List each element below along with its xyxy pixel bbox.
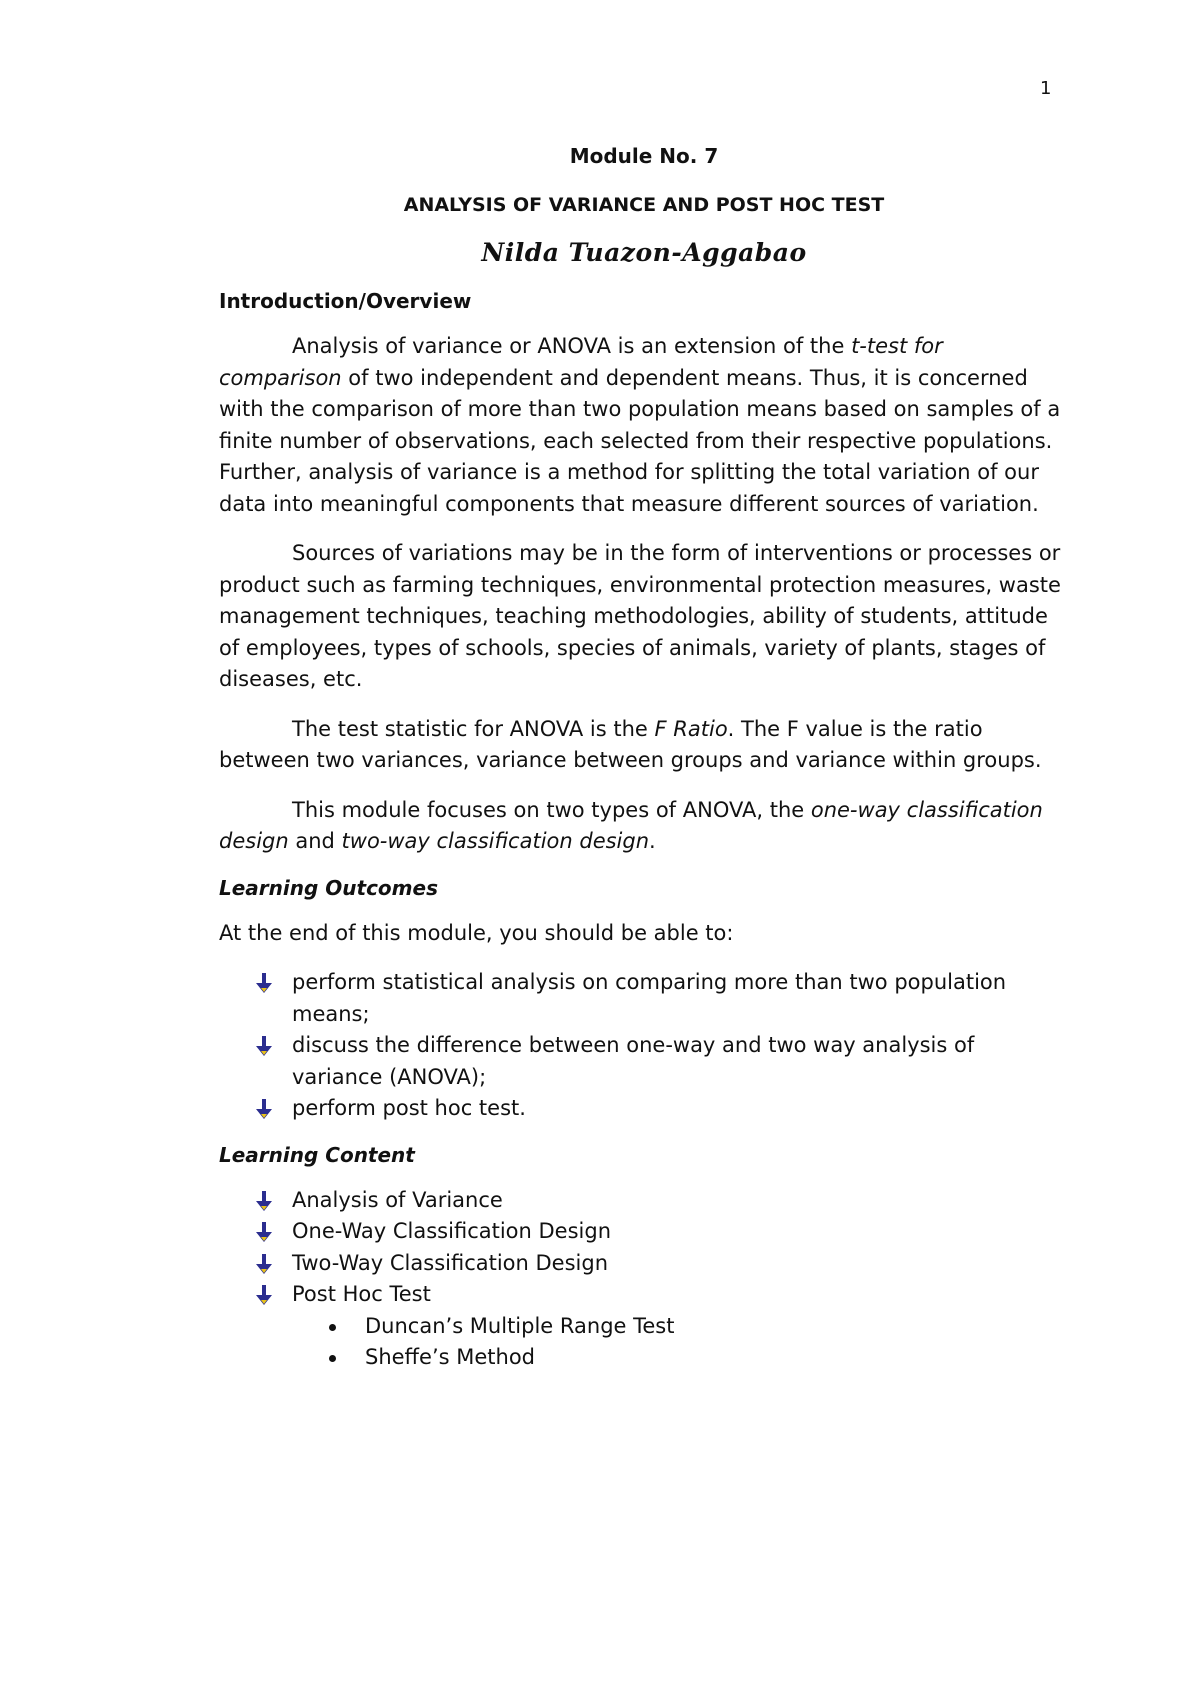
list-item: perform statistical analysis on comparing more than two population means; — [292, 967, 1069, 1030]
arrow-down-bullet-icon — [256, 1191, 272, 1211]
arrow-down-bullet-icon — [256, 1036, 272, 1056]
list-item: perform post hoc test. — [292, 1093, 1069, 1125]
arrow-down-bullet-icon — [256, 1285, 272, 1305]
list-item: One-Way Classification Design — [292, 1216, 1069, 1248]
author-name: Nilda Tuazon-Aggabao — [481, 238, 807, 267]
arrow-down-bullet-icon — [256, 1254, 272, 1274]
list-item: Two-Way Classification Design — [292, 1248, 1069, 1280]
intro-heading: Introduction/Overview — [219, 289, 472, 313]
arrow-down-bullet-icon — [256, 1099, 272, 1119]
module-number: Module No. 7 — [569, 144, 719, 168]
list-item: Analysis of Variance — [292, 1185, 1069, 1217]
document-title: ANALYSIS OF VARIANCE AND POST HOC TEST — [403, 194, 885, 216]
outcomes-list — [219, 967, 1069, 1125]
outcomes-heading: Learning Outcomes — [219, 875, 438, 900]
document-content — [219, 144, 1069, 1392]
post-hoc-sub-list — [292, 1311, 1069, 1374]
content-list — [219, 1185, 1069, 1374]
arrow-down-bullet-icon — [256, 973, 272, 993]
sub-list-item: Sheffe’s Method — [365, 1342, 1069, 1374]
content-heading: Learning Content — [219, 1142, 415, 1167]
page-number: 1 — [1040, 78, 1052, 99]
intro-paragraph-4: This module focuses on two types of ANOVA, the one-way classification design and two-way classification design. — [219, 797, 1043, 853]
dot-bullet-icon — [329, 1355, 336, 1362]
list-item: discuss the difference between one-way and two way analysis of variance (ANOVA); — [292, 1030, 1069, 1093]
intro-paragraph-1: Analysis of variance or ANOVA is an extension of the t-test for comparison of two independent and dependent means. Thus, it is concerned with the comparison of more than two population means based on samples of a finite number of observations, each selected from their respective populations. Further, analysis of variance is a method for splitting the total variation of our data into meaningful components that measure different sources of variation. — [219, 334, 1061, 516]
arrow-down-bullet-icon — [256, 1222, 272, 1242]
intro-paragraph-3: The test statistic for ANOVA is the F Ratio. The F value is the ratio between two variances, variance between groups and variance within groups. — [219, 716, 1042, 772]
dot-bullet-icon — [329, 1324, 336, 1331]
sub-list-item: Duncan’s Multiple Range Test — [365, 1311, 1069, 1343]
outcomes-lead: At the end of this module, you should be able to: — [219, 920, 734, 945]
list-item: Post Hoc Test Duncan’s Multiple Range Test Sheffe’s Method — [292, 1279, 1069, 1374]
intro-paragraph-2: Sources of variations may be in the form of interventions or processes or product such as farming techniques, environmental protection measures, waste management techniques, teaching methodologies, ability of students, attitude of employees, types of schools, species of animals, variety of plants, stages of diseases, etc. — [219, 541, 1061, 691]
